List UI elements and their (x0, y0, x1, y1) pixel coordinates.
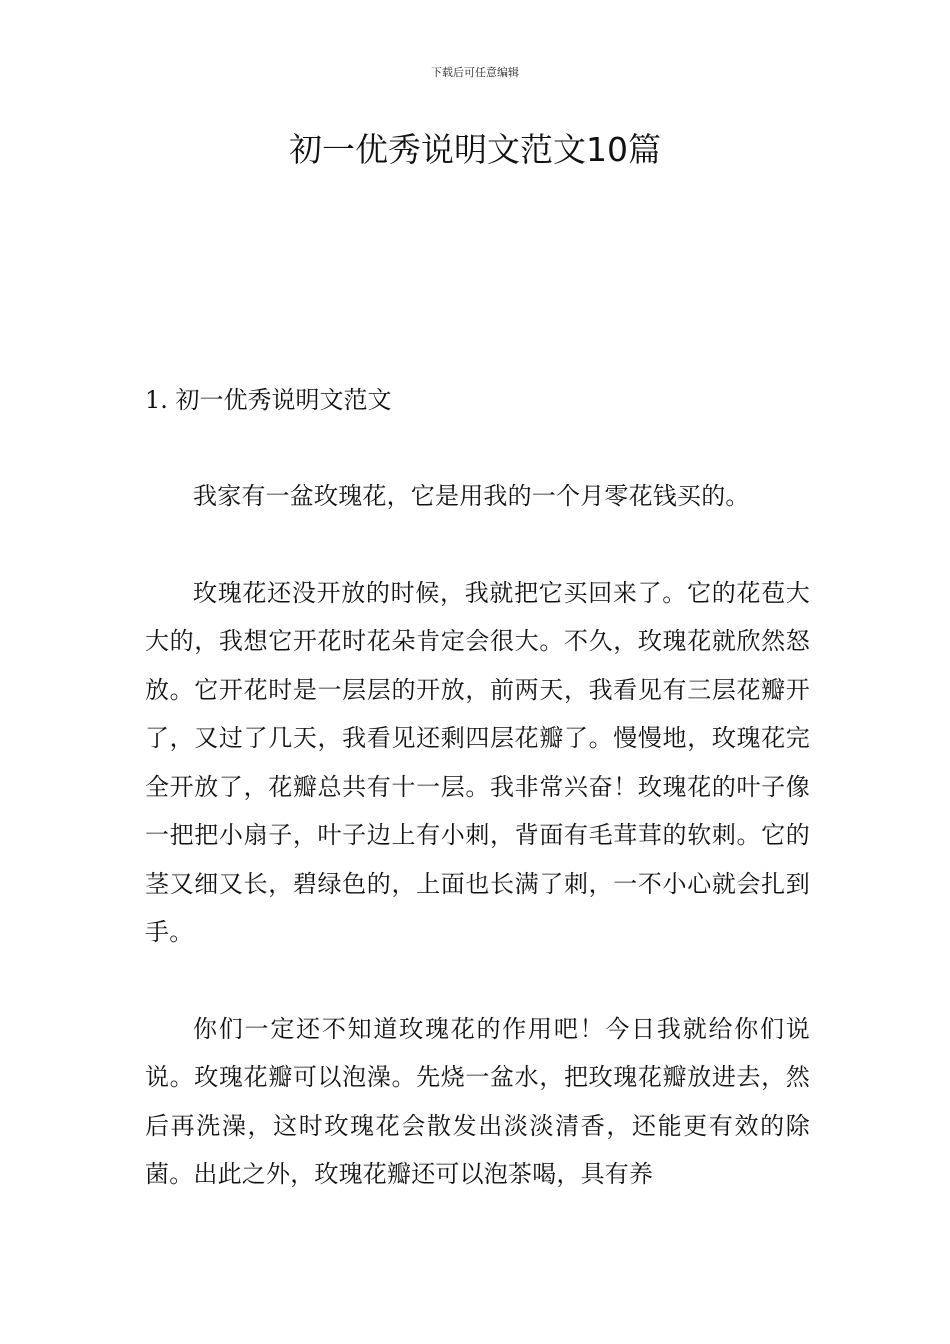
section-heading: 1. 初一优秀说明文范文 (145, 386, 392, 414)
document-body (145, 376, 810, 1247)
document-title: 初一优秀说明文范文10篇 (289, 130, 661, 169)
paragraph-3: 你们一定还不知道玫瑰花的作用吧！今日我就给你们说说。玫瑰花瓣可以泡澡。先烧一盆水，把玫瑰花瓣放进去，然后再洗澡，这时玫瑰花会散发出淡淡清香，还能更有效的除菌。出此之外，玫瑰花瓣还可以泡茶喝，具有养 (145, 1014, 810, 1188)
header-note: 下载后可任意编辑 (431, 66, 519, 79)
paragraph-2: 玫瑰花还没开放的时候，我就把它买回来了。它的花苞大大的，我想它开花时花朵肯定会很大。不久，玫瑰花就欣然怒放。它开花时是一层层的开放，前两天，我看见有三层花瓣开了，又过了几天，我看见还剩四层花瓣了。慢慢地，玫瑰花完全开放了，花瓣总共有十一层。我非常兴奋！玫瑰花的叶子像一把把小扇子，叶子边上有小刺，背面有毛茸茸的软刺。它的茎又细又长，碧绿色的，上面也长满了刺，一不小心就会扎到手。 (145, 578, 810, 946)
paragraph-1: 我家有一盆玫瑰花，它是用我的一个月零花钱买的。 (193, 482, 750, 510)
